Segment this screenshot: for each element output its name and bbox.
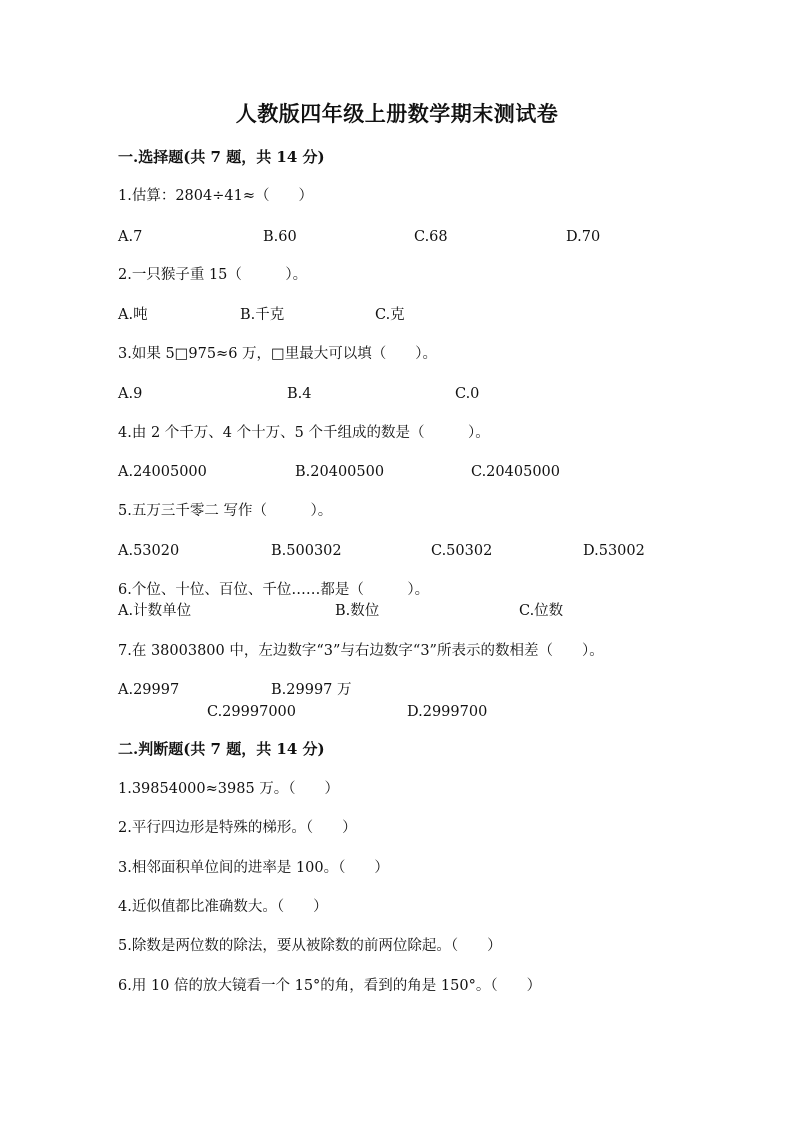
judgment-question: 3.相邻面积单位间的进率是 100。（ ） <box>118 860 389 876</box>
option-b: B.4 <box>287 386 312 402</box>
option-a: A.29997 <box>118 682 180 698</box>
judgment-question: 1.39854000≈3985 万。（ ） <box>118 781 340 797</box>
option-b: B.千克 <box>240 307 285 323</box>
option-c: C.68 <box>414 229 448 245</box>
option-d: D.2999700 <box>407 704 488 720</box>
page-title: 人教版四年级上册数学期末测试卷 <box>235 101 559 126</box>
option-a: A.9 <box>118 386 143 402</box>
option-c: C.20405000 <box>471 464 560 480</box>
option-c: C.50302 <box>431 543 493 559</box>
option-c: C.克 <box>375 307 405 323</box>
question-stem: 5.五万三千零二 写作（ ）。 <box>118 503 333 519</box>
option-c: C.0 <box>455 386 480 402</box>
option-c: C.位数 <box>519 603 564 619</box>
section-heading-choice: 一.选择题(共 7 题，共 14 分) <box>118 148 325 166</box>
question-stem: 7.在 38003800 中，左边数字“3”与右边数字“3”所表示的数相差（ ）。 <box>118 643 604 659</box>
judgment-question: 5.除数是两位数的除法，要从被除数的前两位除起。（ ） <box>118 938 502 954</box>
option-b: B.500302 <box>271 543 342 559</box>
section-heading-judgment: 二.判断题(共 7 题，共 14 分) <box>118 740 325 758</box>
option-b: B.29997 万 <box>271 682 352 698</box>
option-b: B.60 <box>263 229 297 245</box>
judgment-question: 6.用 10 倍的放大镜看一个 15°的角，看到的角是 150°。（ ） <box>118 978 542 994</box>
option-d: D.70 <box>566 229 601 245</box>
option-a: A.7 <box>118 229 143 245</box>
option-d: D.53002 <box>583 543 645 559</box>
judgment-question: 2.平行四边形是特殊的梯形。（ ） <box>118 820 357 836</box>
option-a: A.24005000 <box>118 464 207 480</box>
option-a: A.计数单位 <box>118 603 192 619</box>
judgment-question: 4.近似值都比准确数大。（ ） <box>118 899 328 915</box>
question-stem: 6.个位、十位、百位、千位……都是（ ）。 <box>118 582 430 598</box>
question-stem: 1.估算：2804÷41≈（ ） <box>118 188 313 204</box>
option-a: A.53020 <box>118 543 180 559</box>
question-stem: 3.如果 5□975≈6 万，□里最大可以填（ ）。 <box>118 346 437 362</box>
option-b: B.20400500 <box>295 464 385 480</box>
option-c: C.29997000 <box>207 704 296 720</box>
option-b: B.数位 <box>335 603 380 619</box>
question-stem: 4.由 2 个千万、4 个十万、5 个千组成的数是（ ）。 <box>118 425 490 441</box>
question-stem: 2.一只猴子重 15（ ）。 <box>118 267 308 283</box>
option-a: A.吨 <box>118 307 148 323</box>
